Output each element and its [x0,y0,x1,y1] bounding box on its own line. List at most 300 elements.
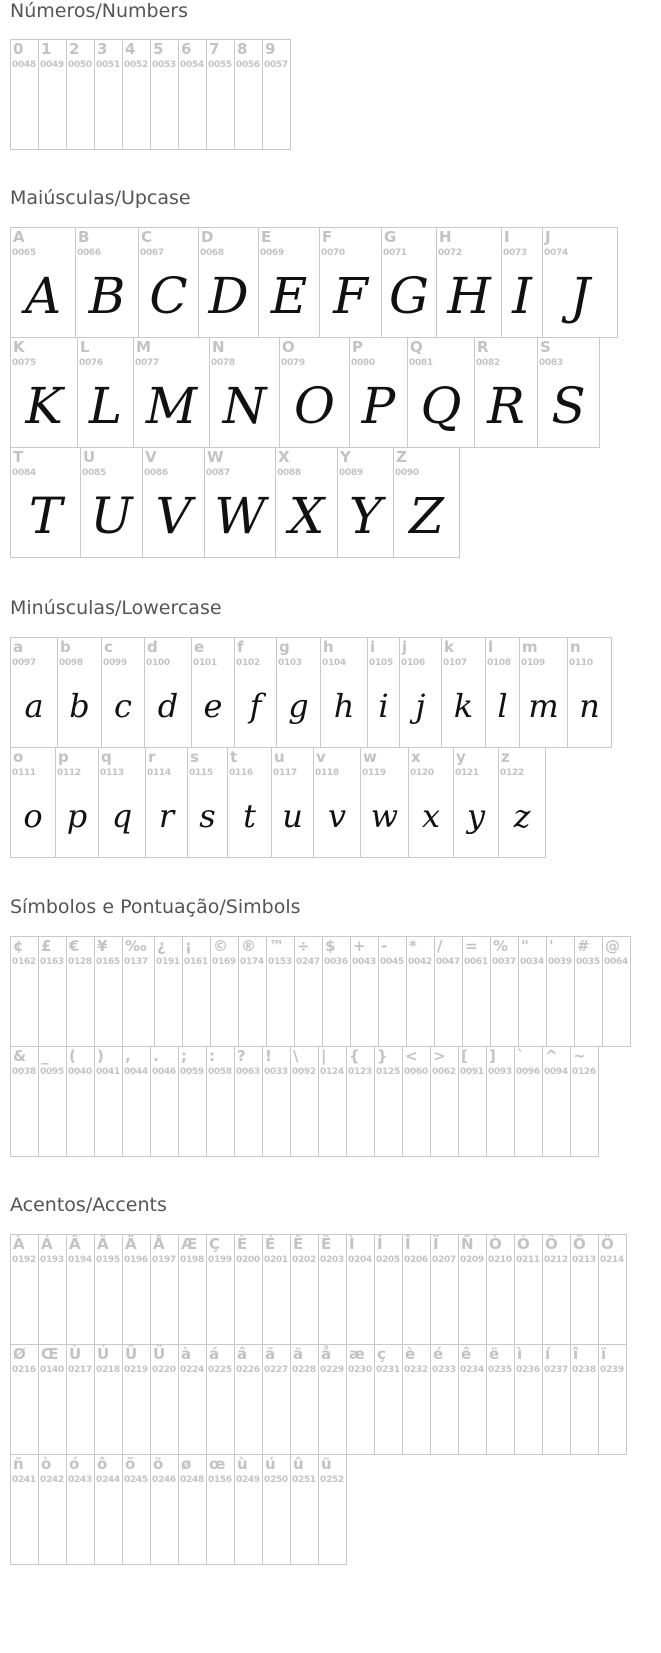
section-title: Acentos/Accents [10,1194,167,1216]
glyph-cell [10,1234,39,1345]
glyph-preview: B [88,266,126,325]
glyph-char-label: 8 [237,40,248,58]
glyph-cell [279,337,350,448]
glyph-char-label: ü [321,1455,332,1473]
glyph-char-label: æ [349,1345,365,1363]
glyph-code-label: 0060 [404,1067,428,1077]
glyph-code-label: 0047 [436,957,460,967]
glyph-cell [567,637,612,748]
glyph-code-label: 0096 [516,1067,540,1077]
glyph-char-label: X [278,448,290,466]
glyph-preview: a [24,686,44,725]
glyph-code-label: 0058 [208,1067,232,1077]
glyph-char-label: Ñ [461,1235,474,1253]
glyph-cell [574,936,603,1047]
glyph-cell [204,447,276,558]
glyph-cell [133,337,210,448]
glyph-char-label: î [573,1345,579,1363]
glyph-char-label: Ø [13,1345,26,1363]
glyph-row [10,337,599,448]
glyph-char-label: 1 [41,40,52,58]
glyph-char-label: s [190,748,199,766]
glyph-cell [122,1344,151,1455]
glyph-code-label: 0086 [144,468,168,478]
glyph-code-label: 0140 [40,1365,64,1375]
glyph-cell [66,1234,95,1345]
glyph-code-label: 0091 [460,1067,484,1077]
glyph-cell [10,936,39,1047]
glyph-cell [10,447,81,558]
glyph-code-label: 0089 [339,468,363,478]
glyph-code-label: 0204 [348,1255,372,1265]
glyph-code-label: 0220 [152,1365,176,1375]
glyph-code-label: 0242 [40,1475,64,1485]
glyph-char-label: ' [549,937,554,955]
glyph-code-label: 0046 [152,1067,176,1077]
glyph-char-label: { [349,1047,360,1065]
glyph-cell [519,637,568,748]
glyph-char-label: õ [125,1455,136,1473]
glyph-char-label: w [363,748,377,766]
glyph-code-label: 0252 [320,1475,344,1485]
glyph-char-label: * [409,937,417,955]
glyph-char-label: % [493,937,509,955]
glyph-code-label: 0076 [79,358,103,368]
glyph-cell [38,1046,67,1157]
glyph-char-label: Ã [97,1235,109,1253]
glyph-code-label: 0071 [383,248,407,258]
glyph-preview: V [155,486,192,545]
glyph-preview: Z [409,486,444,545]
glyph-char-label: C [141,228,153,246]
glyph-preview: r [158,796,175,835]
glyph-code-label: 0034 [520,957,544,967]
glyph-code-label: 0219 [124,1365,148,1375]
glyph-char-label: Û [125,1345,138,1363]
glyph-char-label: S [540,338,551,356]
glyph-char-label: W [207,448,224,466]
glyph-code-label: 0075 [12,358,36,368]
glyph-code-label: 0239 [600,1365,624,1375]
glyph-code-label: 0197 [152,1255,176,1265]
glyph-code-label: 0243 [68,1475,92,1485]
glyph-char-label: > [433,1047,446,1065]
glyph-code-label: 0201 [264,1255,288,1265]
glyph-cell [518,936,547,1047]
glyph-code-label: 0234 [460,1365,484,1375]
glyph-code-label: 0105 [369,658,393,668]
glyph-cell [262,1454,291,1565]
glyph-code-label: 0035 [576,957,600,967]
glyph-char-label: Ò [489,1235,502,1253]
glyph-code-label: 0097 [12,658,36,668]
glyph-code-label: 0049 [40,60,64,70]
glyph-code-label: 0078 [211,358,235,368]
glyph-char-label: Ú [97,1345,110,1363]
glyph-char-label: Ó [517,1235,530,1253]
glyph-code-label: 0067 [140,248,164,258]
glyph-cell [210,936,239,1047]
glyph-cell [434,936,463,1047]
glyph-char-label: y [456,748,466,766]
glyph-code-label: 0100 [146,658,170,668]
glyph-cell [138,227,199,338]
glyph-char-label: í [545,1345,551,1363]
glyph-char-label: ë [489,1345,500,1363]
glyph-code-label: 0200 [236,1255,260,1265]
glyph-code-label: 0114 [147,768,171,778]
glyph-preview: c [114,686,132,725]
glyph-char-label: À [13,1235,25,1253]
glyph-code-label: 0193 [40,1255,64,1265]
glyph-preview: y [466,796,486,835]
glyph-preview: C [149,266,188,325]
glyph-char-label: Ê [293,1235,304,1253]
glyph-char-label: 3 [97,40,108,58]
glyph-char-label: Z [396,448,407,466]
glyph-char-label: å [321,1345,332,1363]
glyph-code-label: 0162 [12,957,36,967]
glyph-char-label: l [488,638,494,656]
glyph-cell [80,447,143,558]
glyph-code-label: 0119 [362,768,386,778]
glyph-code-label: 0052 [124,60,148,70]
glyph-row [10,39,290,150]
glyph-char-label: É [265,1235,276,1253]
glyph-char-label: Q [410,338,423,356]
glyph-cell [486,1344,515,1455]
glyph-code-label: 0038 [12,1067,36,1077]
glyph-char-label: E [261,228,272,246]
glyph-cell [498,747,546,858]
glyph-char-label: Î [405,1235,411,1253]
glyph-code-label: 0229 [320,1365,344,1375]
glyph-cell [402,1234,431,1345]
glyph-char-label: Ì [349,1235,355,1253]
glyph-code-label: 0051 [96,60,120,70]
glyph-cell [209,337,280,448]
glyph-preview: z [513,796,531,835]
glyph-code-label: 0109 [521,658,545,668]
glyph-code-label: 0212 [544,1255,568,1265]
glyph-cell [154,936,183,1047]
glyph-cell [546,936,575,1047]
glyph-char-label: á [209,1345,220,1363]
glyph-char-label: | [321,1047,327,1065]
glyph-cell [346,1046,375,1157]
glyph-cell [514,1234,543,1345]
glyph-row [10,637,611,748]
glyph-cell [66,1454,95,1565]
glyph-preview: G [389,266,429,325]
glyph-char-label: R [477,338,489,356]
glyph-char-label: j [402,638,408,656]
glyph-char-label: G [384,228,397,246]
glyph-char-label: \ [293,1047,299,1065]
glyph-char-label: Ü [153,1345,166,1363]
glyph-char-label: ù [237,1455,248,1473]
glyph-char-label: h [323,638,334,656]
glyph-preview: K [25,376,63,435]
glyph-cell [570,1234,599,1345]
section-title: Símbolos e Pontuação/Simbols [10,896,301,918]
glyph-code-label: 0137 [124,957,148,967]
section-title: Números/Numbers [10,0,188,22]
glyph-preview: l [497,686,508,725]
glyph-code-label: 0074 [544,248,568,258]
glyph-cell [542,1344,571,1455]
glyph-preview: R [487,376,525,435]
glyph-code-label: 0122 [500,768,524,778]
glyph-cell [10,337,78,448]
glyph-cell [122,39,151,150]
glyph-cell [234,39,263,150]
glyph-char-label: Æ [181,1235,198,1253]
glyph-cell [206,1046,235,1157]
glyph-code-label: 0199 [208,1255,232,1265]
glyph-char-label: i [370,638,376,656]
glyph-cell [598,1344,627,1455]
glyph-code-label: 0087 [206,468,230,478]
glyph-code-label: 0120 [410,768,434,778]
glyph-code-label: 0079 [281,358,305,368]
glyph-char-label: e [194,638,205,656]
glyph-code-label: 0085 [82,468,106,478]
glyph-cell [178,1454,207,1565]
glyph-code-label: 0192 [12,1255,36,1265]
glyph-code-label: 0036 [324,957,348,967]
glyph-code-label: 0111 [12,768,36,778]
glyph-code-label: 0107 [443,658,467,668]
glyph-char-label: = [465,937,478,955]
glyph-code-label: 0042 [408,957,432,967]
glyph-code-label: 0117 [273,768,297,778]
glyph-cell [318,1046,347,1157]
glyph-cell [542,1234,571,1345]
glyph-code-label: 0095 [40,1067,64,1077]
glyph-code-label: 0206 [404,1255,428,1265]
glyph-code-label: 0226 [236,1365,260,1375]
glyph-cell [486,1234,515,1345]
glyph-char-label: è [405,1345,416,1363]
glyph-code-label: 0247 [296,957,320,967]
glyph-char-label: 0 [13,40,24,58]
glyph-cell [10,747,56,858]
glyph-code-label: 0099 [103,658,127,668]
glyph-cell [262,39,291,150]
glyph-code-label: 0228 [292,1365,316,1375]
glyph-cell [178,1344,207,1455]
glyph-preview: W [214,486,266,545]
glyph-code-label: 0104 [322,658,346,668]
glyph-code-label: 0083 [539,358,563,368]
glyph-code-label: 0062 [432,1067,456,1077]
glyph-cell [346,1234,375,1345]
glyph-code-label: 0092 [292,1067,316,1077]
glyph-char-label: È [237,1235,248,1253]
glyph-char-label: @ [605,937,620,955]
glyph-preview: U [90,486,133,545]
glyph-char-label: / [437,937,443,955]
glyph-cell [94,1234,123,1345]
glyph-code-label: 0048 [12,60,36,70]
glyph-code-label: 0050 [68,60,92,70]
glyph-char-label: , [125,1047,131,1065]
glyph-code-label: 0241 [12,1475,36,1485]
glyph-char-label: ú [265,1455,276,1473]
glyph-code-label: 0081 [409,358,433,368]
glyph-char-label: ò [41,1455,52,1473]
glyph-row [10,1046,598,1157]
glyph-code-label: 0072 [438,248,462,258]
glyph-row [10,1454,346,1565]
glyph-cell [393,447,460,558]
glyph-char-label: Ù [69,1345,82,1363]
glyph-cell [38,39,67,150]
glyph-code-label: 0246 [152,1475,176,1485]
glyph-code-label: 0194 [68,1255,92,1265]
glyph-code-label: 0077 [135,358,159,368]
glyph-cell [374,1344,403,1455]
glyph-cell [294,936,323,1047]
glyph-code-label: 0101 [193,658,217,668]
glyph-char-label: a [13,638,24,656]
glyph-preview: X [288,486,325,545]
glyph-code-label: 0040 [68,1067,92,1077]
glyph-preview: L [88,376,123,435]
glyph-preview: M [145,376,198,435]
glyph-cell [227,747,272,858]
glyph-char-label: 6 [181,40,192,58]
glyph-row [10,447,459,558]
glyph-preview: i [378,686,389,725]
glyph-cell [501,227,543,338]
glyph-preview: m [528,686,559,725]
glyph-code-label: 0216 [12,1365,36,1375]
glyph-cell [10,227,76,338]
glyph-code-label: 0084 [12,468,36,478]
glyph-code-label: 0123 [348,1067,372,1077]
glyph-cell [150,39,179,150]
glyph-preview: H [447,266,491,325]
section-title: Minúsculas/Lowercase [10,597,222,619]
glyph-code-label: 0248 [180,1475,204,1485]
glyph-char-label: g [279,638,290,656]
glyph-cell [178,1234,207,1345]
glyph-cell [346,1344,375,1455]
glyph-code-label: 0165 [96,957,120,967]
glyph-code-label: 0070 [321,248,345,258]
glyph-preview: N [222,376,267,435]
glyph-char-label: € [69,937,80,955]
glyph-cell [408,747,454,858]
glyph-char-label: ã [265,1345,276,1363]
glyph-cell [290,1344,319,1455]
glyph-cell [10,39,39,150]
glyph-code-label: 0196 [124,1255,148,1265]
glyph-code-label: 0069 [260,248,284,258]
glyph-char-label: A [13,228,25,246]
glyph-code-label: 0161 [184,957,208,967]
glyph-code-label: 0112 [57,768,81,778]
glyph-char-label: 5 [153,40,164,58]
glyph-cell [94,1454,123,1565]
glyph-code-label: 0093 [488,1067,512,1077]
glyph-cell [360,747,409,858]
glyph-preview: d [157,686,179,725]
glyph-preview: u [282,796,303,835]
glyph-char-label: 9 [265,40,276,58]
glyph-preview: w [370,796,399,835]
glyph-preview: h [333,686,355,725]
glyph-char-label: é [433,1345,444,1363]
glyph-cell [350,936,379,1047]
glyph-cell [290,1234,319,1345]
section-title: Maiúsculas/Upcase [10,187,191,209]
glyph-char-label: " [521,937,529,955]
glyph-cell [10,1454,39,1565]
glyph-cell [367,637,400,748]
glyph-cell [77,337,134,448]
glyph-char-label: b [60,638,71,656]
glyph-cell [378,936,407,1047]
glyph-cell [290,1046,319,1157]
glyph-char-label: u [274,748,285,766]
glyph-code-label: 0090 [395,468,419,478]
glyph-code-label: 0163 [40,957,64,967]
glyph-char-label: < [405,1047,418,1065]
glyph-code-label: 0056 [236,60,260,70]
glyph-char-label: K [13,338,25,356]
glyph-code-label: 0066 [77,248,101,258]
glyph-cell [374,1046,403,1157]
glyph-cell [55,747,99,858]
glyph-code-label: 0205 [376,1255,400,1265]
glyph-cell [542,1046,571,1157]
glyph-char-label: Å [153,1235,165,1253]
glyph-cell [490,936,519,1047]
glyph-cell [101,637,145,748]
glyph-cell [122,1454,151,1565]
glyph-code-label: 0073 [503,248,527,258]
glyph-char-label: ® [241,937,256,955]
glyph-cell [234,1344,263,1455]
glyph-char-label: n [570,638,581,656]
glyph-char-label: ? [237,1047,246,1065]
glyph-char-label: ) [97,1047,104,1065]
glyph-char-label: d [147,638,158,656]
glyph-char-label: ~ [573,1047,586,1065]
glyph-preview: j [415,686,426,725]
glyph-char-label: 2 [69,40,80,58]
glyph-cell [430,1234,459,1345]
glyph-code-label: 0044 [124,1067,148,1077]
glyph-cell [514,1344,543,1455]
glyph-char-label: p [58,748,69,766]
glyph-code-label: 0053 [152,60,176,70]
glyph-cell [430,1046,459,1157]
glyph-char-label: 4 [125,40,136,58]
glyph-code-label: 0153 [268,957,292,967]
glyph-code-label: 0115 [189,768,213,778]
glyph-preview: v [327,796,347,835]
glyph-cell [66,1344,95,1455]
glyph-preview: E [270,266,308,325]
glyph-code-label: 0102 [236,658,260,668]
glyph-code-label: 0218 [96,1365,120,1375]
glyph-cell [145,747,188,858]
glyph-code-label: 0174 [240,957,264,967]
